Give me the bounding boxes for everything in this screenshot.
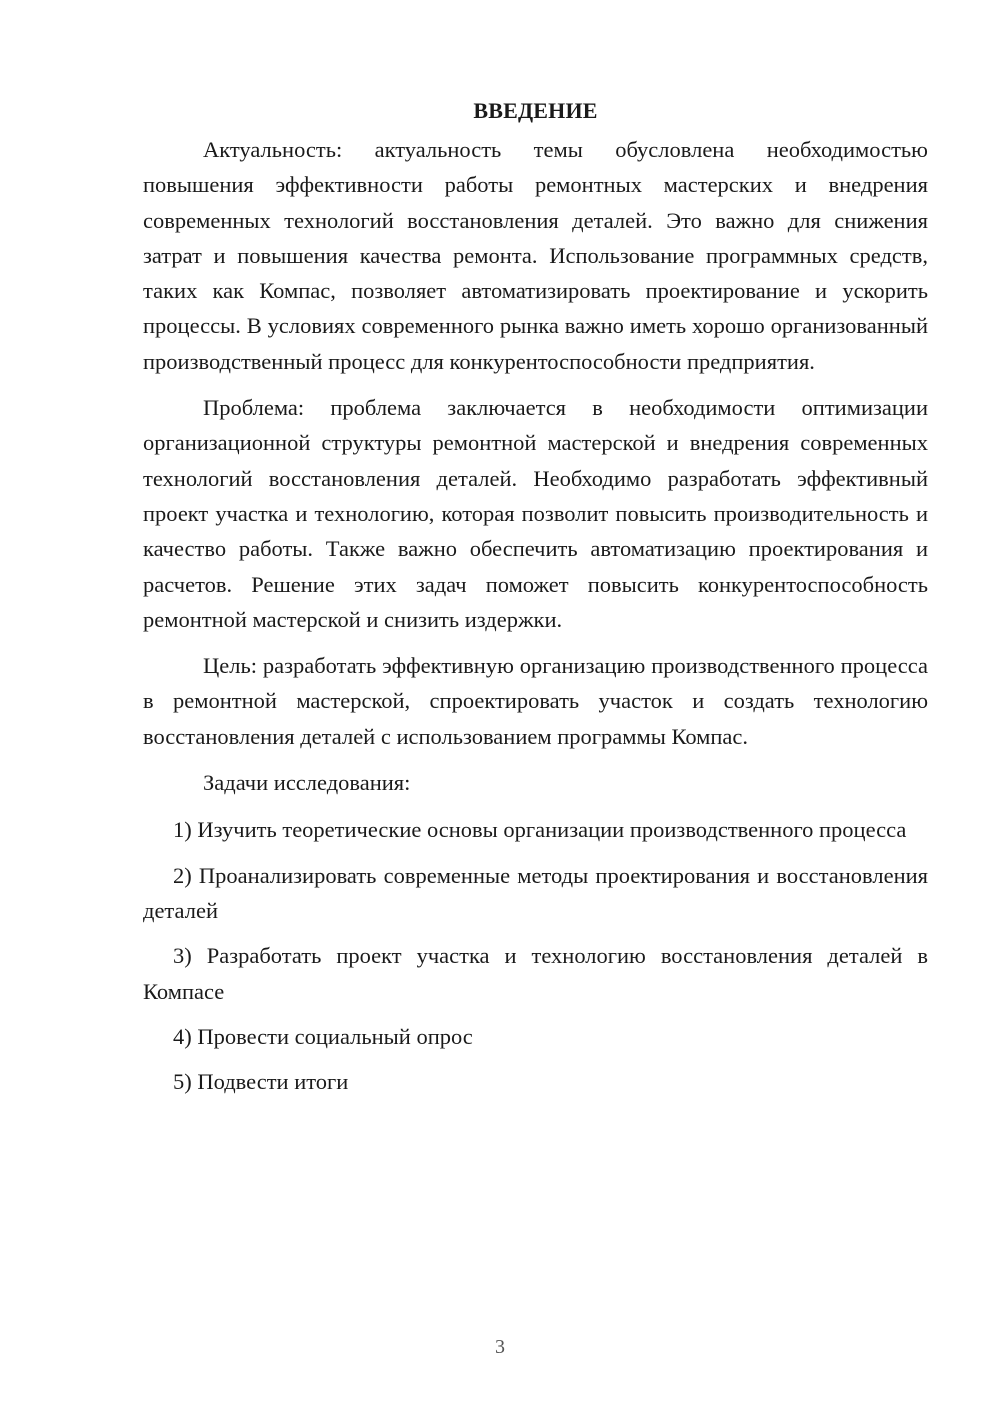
list-item-task-1: 1) Изучить теоретические основы организации производственного процесса bbox=[173, 817, 907, 843]
list-item-task-5: 5) Подвести итоги bbox=[173, 1069, 349, 1095]
list-item-task-3: 3) Разработать проект участка и технологию восстановления деталей в Компасе bbox=[143, 943, 928, 1004]
list-item-task-4: 4) Провести социальный опрос bbox=[173, 1023, 473, 1049]
section-heading: ВВЕДЕНИЕ bbox=[473, 98, 598, 123]
list-item-task-2: 2) Проанализировать современные методы проектирования и восстановления деталей bbox=[143, 862, 928, 923]
page-content bbox=[143, 92, 928, 1109]
tasks-title: Задачи исследования: bbox=[203, 770, 411, 796]
paragraph-problem: Проблема: проблема заключается в необходимости оптимизации организационной структуры ремонтной мастерской и внедрения современных технологий восстановления деталей. Необходимо разработать эффективный проект участка и технологию, которая позволит повысить производительность и качество работы. Также важно обеспечить автоматизацию проектирования и расчетов. Решение этих задач поможет повысить конкурентоспособность ремонтной мастерской и снизить издержки. bbox=[143, 395, 928, 632]
paragraph-goal: Цель: разработать эффективную организацию производственного процесса в ремонтной мастерской, спроектировать участок и создать технологию восстановления деталей с использованием программы Компас. bbox=[143, 653, 928, 749]
paragraph-relevance: Актуальность: актуальность темы обусловлена необходимостью повышения эффективности работы ремонтных мастерских и внедрения современных технологий восстановления деталей. Это важно для снижения затрат и повышения качества ремонта. Использование программных средств, таких как Компас, позволяет автоматизировать проектирование и ускорить процессы. В условиях современного рынка важно иметь хорошо организованный производственный процесс для конкурентоспособности предприятия. bbox=[143, 137, 928, 374]
page-number: 3 bbox=[495, 1336, 505, 1358]
tasks-list bbox=[143, 812, 928, 1099]
